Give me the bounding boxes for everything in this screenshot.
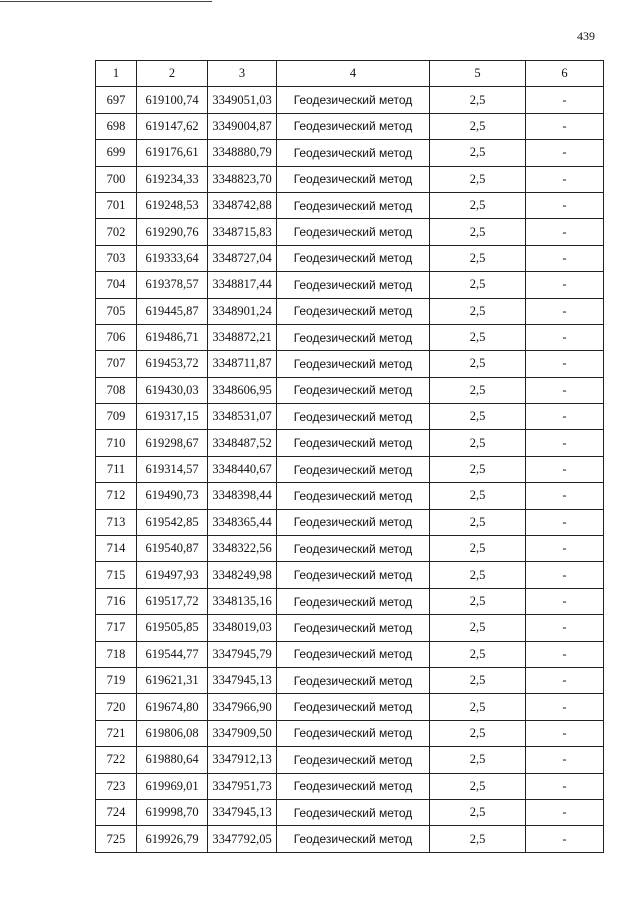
point-number-cell: 703 — [96, 245, 137, 271]
x-coordinate-cell: 619378,57 — [137, 272, 208, 298]
point-number-cell: 706 — [96, 324, 137, 350]
table-row — [96, 245, 604, 271]
y-coordinate-cell: 3347951,73 — [208, 773, 277, 799]
table-row — [96, 747, 604, 773]
x-coordinate-cell: 619621,31 — [137, 667, 208, 693]
method-cell: Геодезический метод — [277, 826, 430, 852]
y-coordinate-cell: 3348322,56 — [208, 536, 277, 562]
method-cell: Геодезический метод — [277, 430, 430, 456]
x-coordinate-cell: 619333,64 — [137, 245, 208, 271]
column-header: 6 — [526, 61, 604, 87]
accuracy-cell: 2,5 — [430, 667, 526, 693]
table-row — [96, 667, 604, 693]
column-header: 3 — [208, 61, 277, 87]
point-number-cell: 716 — [96, 588, 137, 614]
y-coordinate-cell: 3349051,03 — [208, 87, 277, 113]
method-cell: Геодезический метод — [277, 694, 430, 720]
x-coordinate-cell: 619806,08 — [137, 720, 208, 746]
x-coordinate-cell: 619234,33 — [137, 166, 208, 192]
accuracy-cell: 2,5 — [430, 140, 526, 166]
point-number-cell: 722 — [96, 747, 137, 773]
method-cell: Геодезический метод — [277, 615, 430, 641]
note-cell: - — [526, 773, 604, 799]
accuracy-cell: 2,5 — [430, 588, 526, 614]
note-cell: - — [526, 483, 604, 509]
x-coordinate-cell: 619314,57 — [137, 456, 208, 482]
table-row — [96, 351, 604, 377]
note-cell: - — [526, 747, 604, 773]
table-row — [96, 588, 604, 614]
note-cell: - — [526, 87, 604, 113]
x-coordinate-cell: 619517,72 — [137, 588, 208, 614]
table-row — [96, 219, 604, 245]
table-row — [96, 430, 604, 456]
y-coordinate-cell: 3349004,87 — [208, 113, 277, 139]
y-coordinate-cell: 3348531,07 — [208, 404, 277, 430]
note-cell: - — [526, 562, 604, 588]
point-number-cell: 707 — [96, 351, 137, 377]
x-coordinate-cell: 619505,85 — [137, 615, 208, 641]
y-coordinate-cell: 3347912,13 — [208, 747, 277, 773]
method-cell: Геодезический метод — [277, 324, 430, 350]
table-row — [96, 562, 604, 588]
method-cell: Геодезический метод — [277, 799, 430, 825]
point-number-cell: 721 — [96, 720, 137, 746]
table-row — [96, 799, 604, 825]
note-cell: - — [526, 245, 604, 271]
table-row — [96, 377, 604, 403]
accuracy-cell: 2,5 — [430, 720, 526, 746]
point-number-cell: 708 — [96, 377, 137, 403]
method-cell: Геодезический метод — [277, 219, 430, 245]
note-cell: - — [526, 140, 604, 166]
accuracy-cell: 2,5 — [430, 377, 526, 403]
accuracy-cell: 2,5 — [430, 773, 526, 799]
table-row — [96, 694, 604, 720]
accuracy-cell: 2,5 — [430, 245, 526, 271]
accuracy-cell: 2,5 — [430, 483, 526, 509]
method-cell: Геодезический метод — [277, 245, 430, 271]
method-cell: Геодезический метод — [277, 456, 430, 482]
method-cell: Геодезический метод — [277, 298, 430, 324]
point-number-cell: 697 — [96, 87, 137, 113]
point-number-cell: 715 — [96, 562, 137, 588]
method-cell: Геодезический метод — [277, 483, 430, 509]
y-coordinate-cell: 3348742,88 — [208, 192, 277, 218]
accuracy-cell: 2,5 — [430, 799, 526, 825]
table-row — [96, 641, 604, 667]
y-coordinate-cell: 3347945,13 — [208, 667, 277, 693]
note-cell: - — [526, 509, 604, 535]
method-cell: Геодезический метод — [277, 588, 430, 614]
point-number-cell: 723 — [96, 773, 137, 799]
point-number-cell: 712 — [96, 483, 137, 509]
x-coordinate-cell: 619317,15 — [137, 404, 208, 430]
table-row — [96, 456, 604, 482]
y-coordinate-cell: 3348872,21 — [208, 324, 277, 350]
note-cell: - — [526, 272, 604, 298]
y-coordinate-cell: 3348440,67 — [208, 456, 277, 482]
note-cell: - — [526, 219, 604, 245]
y-coordinate-cell: 3347945,79 — [208, 641, 277, 667]
accuracy-cell: 2,5 — [430, 113, 526, 139]
point-number-cell: 711 — [96, 456, 137, 482]
y-coordinate-cell: 3348823,70 — [208, 166, 277, 192]
y-coordinate-cell: 3347945,13 — [208, 799, 277, 825]
accuracy-cell: 2,5 — [430, 562, 526, 588]
x-coordinate-cell: 619544,77 — [137, 641, 208, 667]
x-coordinate-cell: 619290,76 — [137, 219, 208, 245]
method-cell: Геодезический метод — [277, 773, 430, 799]
point-number-cell: 720 — [96, 694, 137, 720]
column-header: 4 — [277, 61, 430, 87]
column-header: 1 — [96, 61, 137, 87]
table-row — [96, 720, 604, 746]
accuracy-cell: 2,5 — [430, 324, 526, 350]
accuracy-cell: 2,5 — [430, 456, 526, 482]
x-coordinate-cell: 619926,79 — [137, 826, 208, 852]
x-coordinate-cell: 619147,62 — [137, 113, 208, 139]
table-row — [96, 298, 604, 324]
y-coordinate-cell: 3348365,44 — [208, 509, 277, 535]
point-number-cell: 714 — [96, 536, 137, 562]
point-number-cell: 717 — [96, 615, 137, 641]
method-cell: Геодезический метод — [277, 562, 430, 588]
x-coordinate-cell: 619486,71 — [137, 324, 208, 350]
table-row — [96, 87, 604, 113]
x-coordinate-cell: 619453,72 — [137, 351, 208, 377]
accuracy-cell: 2,5 — [430, 192, 526, 218]
coordinates-table — [95, 60, 604, 853]
accuracy-cell: 2,5 — [430, 272, 526, 298]
accuracy-cell: 2,5 — [430, 298, 526, 324]
point-number-cell: 700 — [96, 166, 137, 192]
point-number-cell: 702 — [96, 219, 137, 245]
method-cell: Геодезический метод — [277, 377, 430, 403]
accuracy-cell: 2,5 — [430, 509, 526, 535]
method-cell: Геодезический метод — [277, 166, 430, 192]
note-cell: - — [526, 430, 604, 456]
x-coordinate-cell: 619176,61 — [137, 140, 208, 166]
note-cell: - — [526, 456, 604, 482]
note-cell: - — [526, 720, 604, 746]
note-cell: - — [526, 536, 604, 562]
point-number-cell: 713 — [96, 509, 137, 535]
accuracy-cell: 2,5 — [430, 166, 526, 192]
y-coordinate-cell: 3348715,83 — [208, 219, 277, 245]
scan-edge-line — [0, 1, 212, 2]
note-cell: - — [526, 166, 604, 192]
table-row — [96, 615, 604, 641]
table-row — [96, 404, 604, 430]
table-header-row — [96, 61, 604, 87]
accuracy-cell: 2,5 — [430, 747, 526, 773]
table-row — [96, 483, 604, 509]
point-number-cell: 724 — [96, 799, 137, 825]
method-cell: Геодезический метод — [277, 140, 430, 166]
method-cell: Геодезический метод — [277, 667, 430, 693]
method-cell: Геодезический метод — [277, 404, 430, 430]
method-cell: Геодезический метод — [277, 747, 430, 773]
y-coordinate-cell: 3348606,95 — [208, 377, 277, 403]
note-cell: - — [526, 192, 604, 218]
point-number-cell: 718 — [96, 641, 137, 667]
note-cell: - — [526, 113, 604, 139]
x-coordinate-cell: 619445,87 — [137, 298, 208, 324]
method-cell: Геодезический метод — [277, 536, 430, 562]
page-number: 439 — [577, 29, 595, 43]
method-cell: Геодезический метод — [277, 720, 430, 746]
point-number-cell: 705 — [96, 298, 137, 324]
note-cell: - — [526, 377, 604, 403]
table-body — [96, 87, 604, 852]
note-cell: - — [526, 298, 604, 324]
y-coordinate-cell: 3347966,90 — [208, 694, 277, 720]
note-cell: - — [526, 826, 604, 852]
table-row — [96, 773, 604, 799]
y-coordinate-cell: 3348398,44 — [208, 483, 277, 509]
y-coordinate-cell: 3348727,04 — [208, 245, 277, 271]
note-cell: - — [526, 404, 604, 430]
accuracy-cell: 2,5 — [430, 430, 526, 456]
x-coordinate-cell: 619497,93 — [137, 562, 208, 588]
point-number-cell: 699 — [96, 140, 137, 166]
y-coordinate-cell: 3348487,52 — [208, 430, 277, 456]
y-coordinate-cell: 3348817,44 — [208, 272, 277, 298]
note-cell: - — [526, 694, 604, 720]
accuracy-cell: 2,5 — [430, 87, 526, 113]
x-coordinate-cell: 619540,87 — [137, 536, 208, 562]
point-number-cell: 701 — [96, 192, 137, 218]
note-cell: - — [526, 615, 604, 641]
point-number-cell: 704 — [96, 272, 137, 298]
table-row — [96, 324, 604, 350]
y-coordinate-cell: 3348249,98 — [208, 562, 277, 588]
table-row — [96, 113, 604, 139]
y-coordinate-cell: 3348711,87 — [208, 351, 277, 377]
column-header: 5 — [430, 61, 526, 87]
accuracy-cell: 2,5 — [430, 615, 526, 641]
note-cell: - — [526, 324, 604, 350]
method-cell: Геодезический метод — [277, 192, 430, 218]
x-coordinate-cell: 619674,80 — [137, 694, 208, 720]
accuracy-cell: 2,5 — [430, 536, 526, 562]
point-number-cell: 719 — [96, 667, 137, 693]
table-row — [96, 272, 604, 298]
x-coordinate-cell: 619430,03 — [137, 377, 208, 403]
y-coordinate-cell: 3348901,24 — [208, 298, 277, 324]
table-row — [96, 509, 604, 535]
table-row — [96, 536, 604, 562]
method-cell: Геодезический метод — [277, 272, 430, 298]
accuracy-cell: 2,5 — [430, 219, 526, 245]
point-number-cell: 698 — [96, 113, 137, 139]
note-cell: - — [526, 667, 604, 693]
x-coordinate-cell: 619880,64 — [137, 747, 208, 773]
x-coordinate-cell: 619100,74 — [137, 87, 208, 113]
note-cell: - — [526, 799, 604, 825]
y-coordinate-cell: 3347909,50 — [208, 720, 277, 746]
method-cell: Геодезический метод — [277, 509, 430, 535]
method-cell: Геодезический метод — [277, 87, 430, 113]
x-coordinate-cell: 619998,70 — [137, 799, 208, 825]
y-coordinate-cell: 3348019,03 — [208, 615, 277, 641]
x-coordinate-cell: 619490,73 — [137, 483, 208, 509]
table-row — [96, 826, 604, 852]
table-row — [96, 166, 604, 192]
accuracy-cell: 2,5 — [430, 826, 526, 852]
x-coordinate-cell: 619542,85 — [137, 509, 208, 535]
point-number-cell: 725 — [96, 826, 137, 852]
note-cell: - — [526, 588, 604, 614]
accuracy-cell: 2,5 — [430, 351, 526, 377]
point-number-cell: 710 — [96, 430, 137, 456]
note-cell: - — [526, 641, 604, 667]
column-header: 2 — [137, 61, 208, 87]
y-coordinate-cell: 3347792,05 — [208, 826, 277, 852]
table-row — [96, 192, 604, 218]
y-coordinate-cell: 3348135,16 — [208, 588, 277, 614]
note-cell: - — [526, 351, 604, 377]
x-coordinate-cell: 619969,01 — [137, 773, 208, 799]
point-number-cell: 709 — [96, 404, 137, 430]
accuracy-cell: 2,5 — [430, 641, 526, 667]
method-cell: Геодезический метод — [277, 351, 430, 377]
table-row — [96, 140, 604, 166]
method-cell: Геодезический метод — [277, 641, 430, 667]
y-coordinate-cell: 3348880,79 — [208, 140, 277, 166]
x-coordinate-cell: 619298,67 — [137, 430, 208, 456]
x-coordinate-cell: 619248,53 — [137, 192, 208, 218]
accuracy-cell: 2,5 — [430, 694, 526, 720]
method-cell: Геодезический метод — [277, 113, 430, 139]
accuracy-cell: 2,5 — [430, 404, 526, 430]
